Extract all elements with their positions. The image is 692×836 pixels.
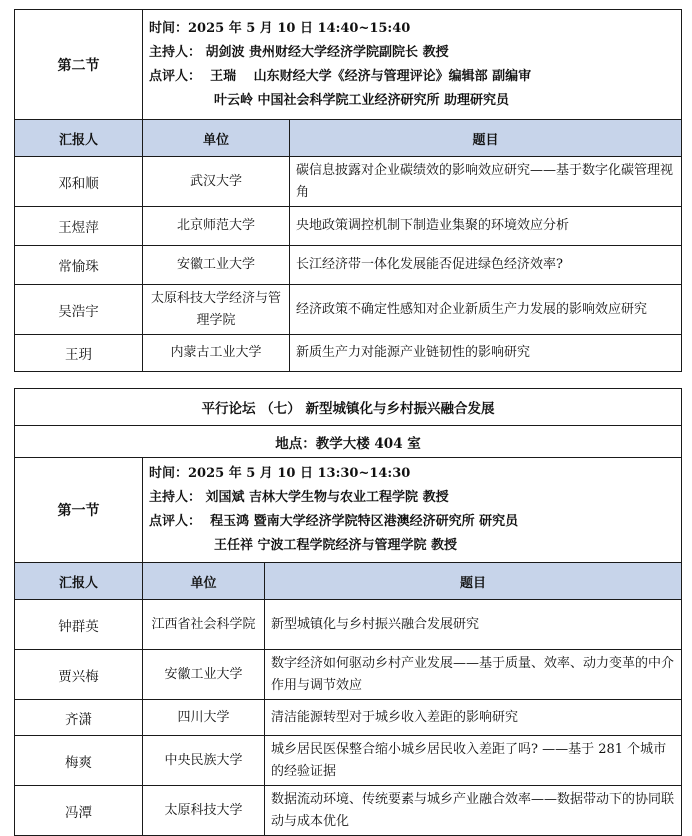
- session-host: 主持人： 刘国斌 吉林大学生物与农业工程学院 教授: [149, 490, 449, 505]
- table-row: [15, 650, 682, 700]
- header-presenter: 汇报人: [15, 120, 143, 157]
- presenter-unit: 安徽工业大学: [143, 246, 290, 285]
- presenter-unit: 四川大学: [143, 700, 265, 736]
- session-info-row: [15, 10, 682, 120]
- presentation-topic: 城乡居民医保整合缩小城乡居民收入差距了吗? ——基于 281 个城市的经验证据: [265, 736, 682, 786]
- presentation-topic: 数据流动环境、传统要素与城乡产业融合效率——数据带动下的协同联动与成本优化: [265, 786, 682, 836]
- session-time: 时间：2025 年 5 月 10 日 14:40~15:40: [149, 20, 411, 36]
- presentation-topic: 数字经济如何驱动乡村产业发展——基于质量、效率、动力变革的中介作用与调节效应: [265, 650, 682, 700]
- presenter-unit: 武汉大学: [143, 157, 290, 207]
- commentator-2: 王任祥 宁波工程学院经济与管理学院 教授: [214, 538, 458, 553]
- commentator-2: 叶云岭 中国社会科学院工业经济研究所 助理研究员: [214, 92, 510, 108]
- presenter-unit: 江西省社会科学院: [143, 600, 265, 650]
- presenter-unit: 太原科技大学经济与管理学院: [143, 285, 290, 335]
- session-label: 第一节: [15, 458, 143, 563]
- table-row: [15, 700, 682, 736]
- table-row: [15, 786, 682, 836]
- table-row: [15, 736, 682, 786]
- commentator-1: 程玉鸿 暨南大学经济学院特区港澳经济研究所 研究员: [210, 514, 519, 529]
- commentator-label: 点评人：: [149, 514, 202, 529]
- presenter-name: 王煜萍: [15, 207, 143, 246]
- presenter-unit: 北京师范大学: [143, 207, 290, 246]
- session-meta: [143, 10, 682, 120]
- forum-location-row: [15, 426, 682, 458]
- header-unit: 单位: [143, 563, 265, 600]
- presenter-name: 吴浩宇: [15, 285, 143, 335]
- table-row: [15, 207, 682, 246]
- presenter-unit: 中央民族大学: [143, 736, 265, 786]
- schedule-table-forum-7: [14, 388, 682, 836]
- commentator-label: 点评人：: [149, 68, 202, 84]
- table-row: [15, 246, 682, 285]
- presenter-name: 王玥: [15, 335, 143, 372]
- session-commentator-line: [149, 65, 675, 89]
- presenter-unit: 内蒙古工业大学: [143, 335, 290, 372]
- presenter-name: 冯潭: [15, 786, 143, 836]
- presentation-topic: 长江经济带一体化发展能否促进绿色经济效率?: [290, 246, 682, 285]
- table-row: [15, 600, 682, 650]
- commentator-1: 王瑞 山东财经大学《经济与管理评论》编辑部 副编审: [210, 68, 532, 84]
- presenter-name: 贾兴梅: [15, 650, 143, 700]
- presentation-topic: 央地政策调控机制下制造业集聚的环境效应分析: [290, 207, 682, 246]
- session-time: 时间：2025 年 5 月 10 日 13:30~14:30: [149, 466, 411, 481]
- forum-title-row: [15, 389, 682, 426]
- session-info-row: [15, 458, 682, 563]
- forum-title: 平行论坛 （七） 新型城镇化与乡村振兴融合发展: [15, 389, 682, 426]
- forum-location: 地点：教学大楼 404 室: [15, 426, 682, 458]
- header-topic: 题目: [265, 563, 682, 600]
- table-header-row: [15, 563, 682, 600]
- presentation-topic: 清洁能源转型对于城乡收入差距的影响研究: [265, 700, 682, 736]
- presenter-name: 齐潇: [15, 700, 143, 736]
- presenter-unit: 安徽工业大学: [143, 650, 265, 700]
- presentation-topic: 新质生产力对能源产业链韧性的影响研究: [290, 335, 682, 372]
- presentation-topic: 新型城镇化与乡村振兴融合发展研究: [265, 600, 682, 650]
- table-header-row: [15, 120, 682, 157]
- schedule-table-session-2: [14, 9, 682, 372]
- presenter-unit: 太原科技大学: [143, 786, 265, 836]
- table-row: [15, 285, 682, 335]
- presentation-topic: 经济政策不确定性感知对企业新质生产力发展的影响效应研究: [290, 285, 682, 335]
- header-unit: 单位: [143, 120, 290, 157]
- presenter-name: 梅爽: [15, 736, 143, 786]
- session-commentator-line: [149, 510, 675, 534]
- presenter-name: 邓和顺: [15, 157, 143, 207]
- header-topic: 题目: [290, 120, 682, 157]
- presenter-name: 常愉珠: [15, 246, 143, 285]
- table-row: [15, 157, 682, 207]
- header-presenter: 汇报人: [15, 563, 143, 600]
- session-host: 主持人： 胡剑波 贵州财经大学经济学院副院长 教授: [149, 44, 449, 60]
- presentation-topic: 碳信息披露对企业碳绩效的影响效应研究——基于数字化碳管理视角: [290, 157, 682, 207]
- session-label: 第二节: [15, 10, 143, 120]
- table-row: [15, 335, 682, 372]
- presenter-name: 钟群英: [15, 600, 143, 650]
- session-meta: [143, 458, 682, 563]
